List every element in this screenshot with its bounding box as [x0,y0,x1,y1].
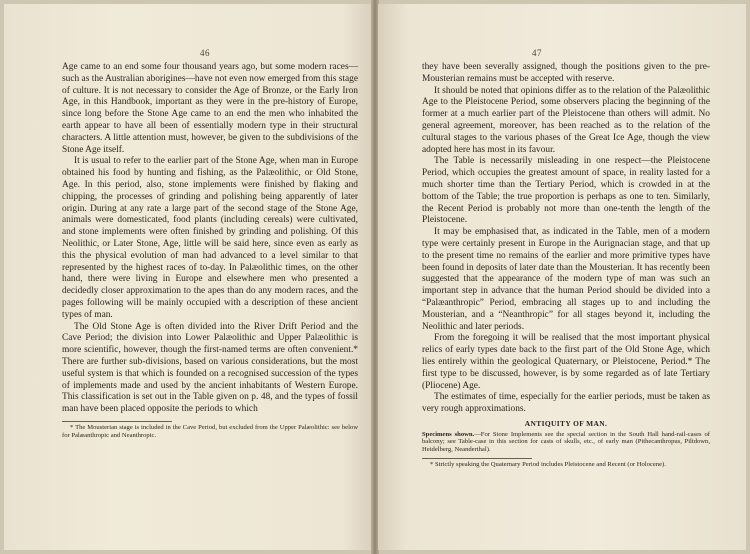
page-number-right: 47 [532,48,542,58]
paragraph: The estimates of time, especially for the earlier periods, must be taken as very rough approximations. [422,392,710,415]
page-number-left: 46 [200,48,210,58]
specimens-text: —For Stone Implements see the special section in the South Hall hand-rail-cases of balcony; see Table-case in this section for casts of skulls, etc., of early man (Pithecanthropus, Piltdown, Heidelberg, Neanderthal). [422,430,710,453]
right-page-body [422,62,710,469]
specimens-label: Specimens shown. [422,430,475,438]
right-page [378,4,746,550]
footnote-rule [422,458,532,459]
paragraph: It is usual to refer to the earlier part of the Stone Age, when man in Europe obtained his food by hunting and fishing, as the Palæolithic, or Old Stone, Age. In this period, also, stone implements were finished by flaking and chipping, the processes of grinding and polishing being apparently of later origin. During at any rate a large part of the second stage of the Stone Age, animals were domesticated, food plants (including cereals) were cultivated, and stone implements were often finished by grinding and polishing. Of this Neolithic, or Later Stone, Age, little will be said here, since even as early as this the physical evolution of man had advanced to a level similar to that represented by the highest races of to-day. In Palæolithic times, on the other hand, there were living in Europe and elsewhere men who presented a decidedly closer approximation to the apes than do any modern races, and the pages following will be mainly occupied with a description of these ancient types of man. [62,156,358,320]
footnote: * Strictly speaking the Quaternary Period includes Pleistocene and Recent (or Holocene). [430,460,666,468]
paragraph: The Table is necessarily misleading in one respect—the Pleistocene Period, which occupies the greatest amount of space, in reality lasted for a much shorter time than the Tertiary Period, which is crowded in at the bottom of the Table; the true proportion is perhaps as one to ten. Similarly, the Recent Period is probably not more than one-tenth the length of the Pleistocene. [422,156,710,226]
paragraph: Age came to an end some four thousand years ago, but some modern races—such as the Australian aborigines—have not even now emerged from this stage of culture. It is not necessary to consider the Age of Bronze, or the Early Iron Age, in this Handbook, important as they were in the pre-history of Europe, since long before the Stone Age came to an end the men who inhabited the earth appear to have all been of essentially modern type in their structural characters. A little attention must, however, be given to the subdivisions of the Stone Age itself. [62,62,358,155]
left-page [4,4,372,550]
paragraph: It should be noted that opinions differ as to the relation of the Palæolithic Age to the Pleistocene Period, some observers placing the beginning of the former at a much earlier part of the Pleistocene than others will admit. No general agreement, moreover, has been reached as to the relation of the cultural stages to the various phases of the Great Ice Age, though the view adopted here has most in its favour. [422,85,710,155]
paragraph: From the foregoing it will be realised that the most important physical relics of early types date back to the first part of the Old Stone Age, which lies entirely within the geological Quaternary, or Pleistocene, Period.* The first type to be discussed, however, is by some regarded as of late Tertiary (Pliocene) Age. [422,333,710,391]
paragraph: It may be emphasised that, as indicated in the Table, men of a modern type were certainly present in Europe in the Aurignacian stage, and that up to the present time no remains of the earlier and more primitive types have been found in deposits of later date than the Mousterian. It has recently been suggested that the appearance of the modern type of man was such an important step in advance that the human Period should be divided into a “Palæanthropic” Period, embracing all stages up to and including the Mousterian, and a “Neanthropic” for all stages beyond it, including the Neolithic and later periods. [422,227,710,332]
paragraph: The Old Stone Age is often divided into the River Drift Period and the Cave Period; the division into Lower Palæolithic and Upper Palæolithic is more scientific, however, though the first-named terms are often convenient.* There are further sub-divisions, based on various considerations, but the most useful system is that which is founded on a recognised succession of the types of implements made and used by the ancient inhabitants of Western Europe. This classification is set out in the Table given on p. 48, and the types of fossil man have been placed opposite the periods to which [62,321,358,415]
left-page-body [62,62,358,439]
paragraph: they have been severally assigned, though the positions given to the pre-Mousterian remains must be accepted with reserve. [422,62,710,84]
section-heading: ANTIQUITY OF MAN. [524,418,608,428]
footnote: * The Mousterian stage is included in the Cave Period, but excluded from the Upper Palæolithic: see below for Palæanthropic and Neanthropic. [62,423,358,439]
footnote-rule [62,421,172,422]
specimens-note [422,431,710,453]
